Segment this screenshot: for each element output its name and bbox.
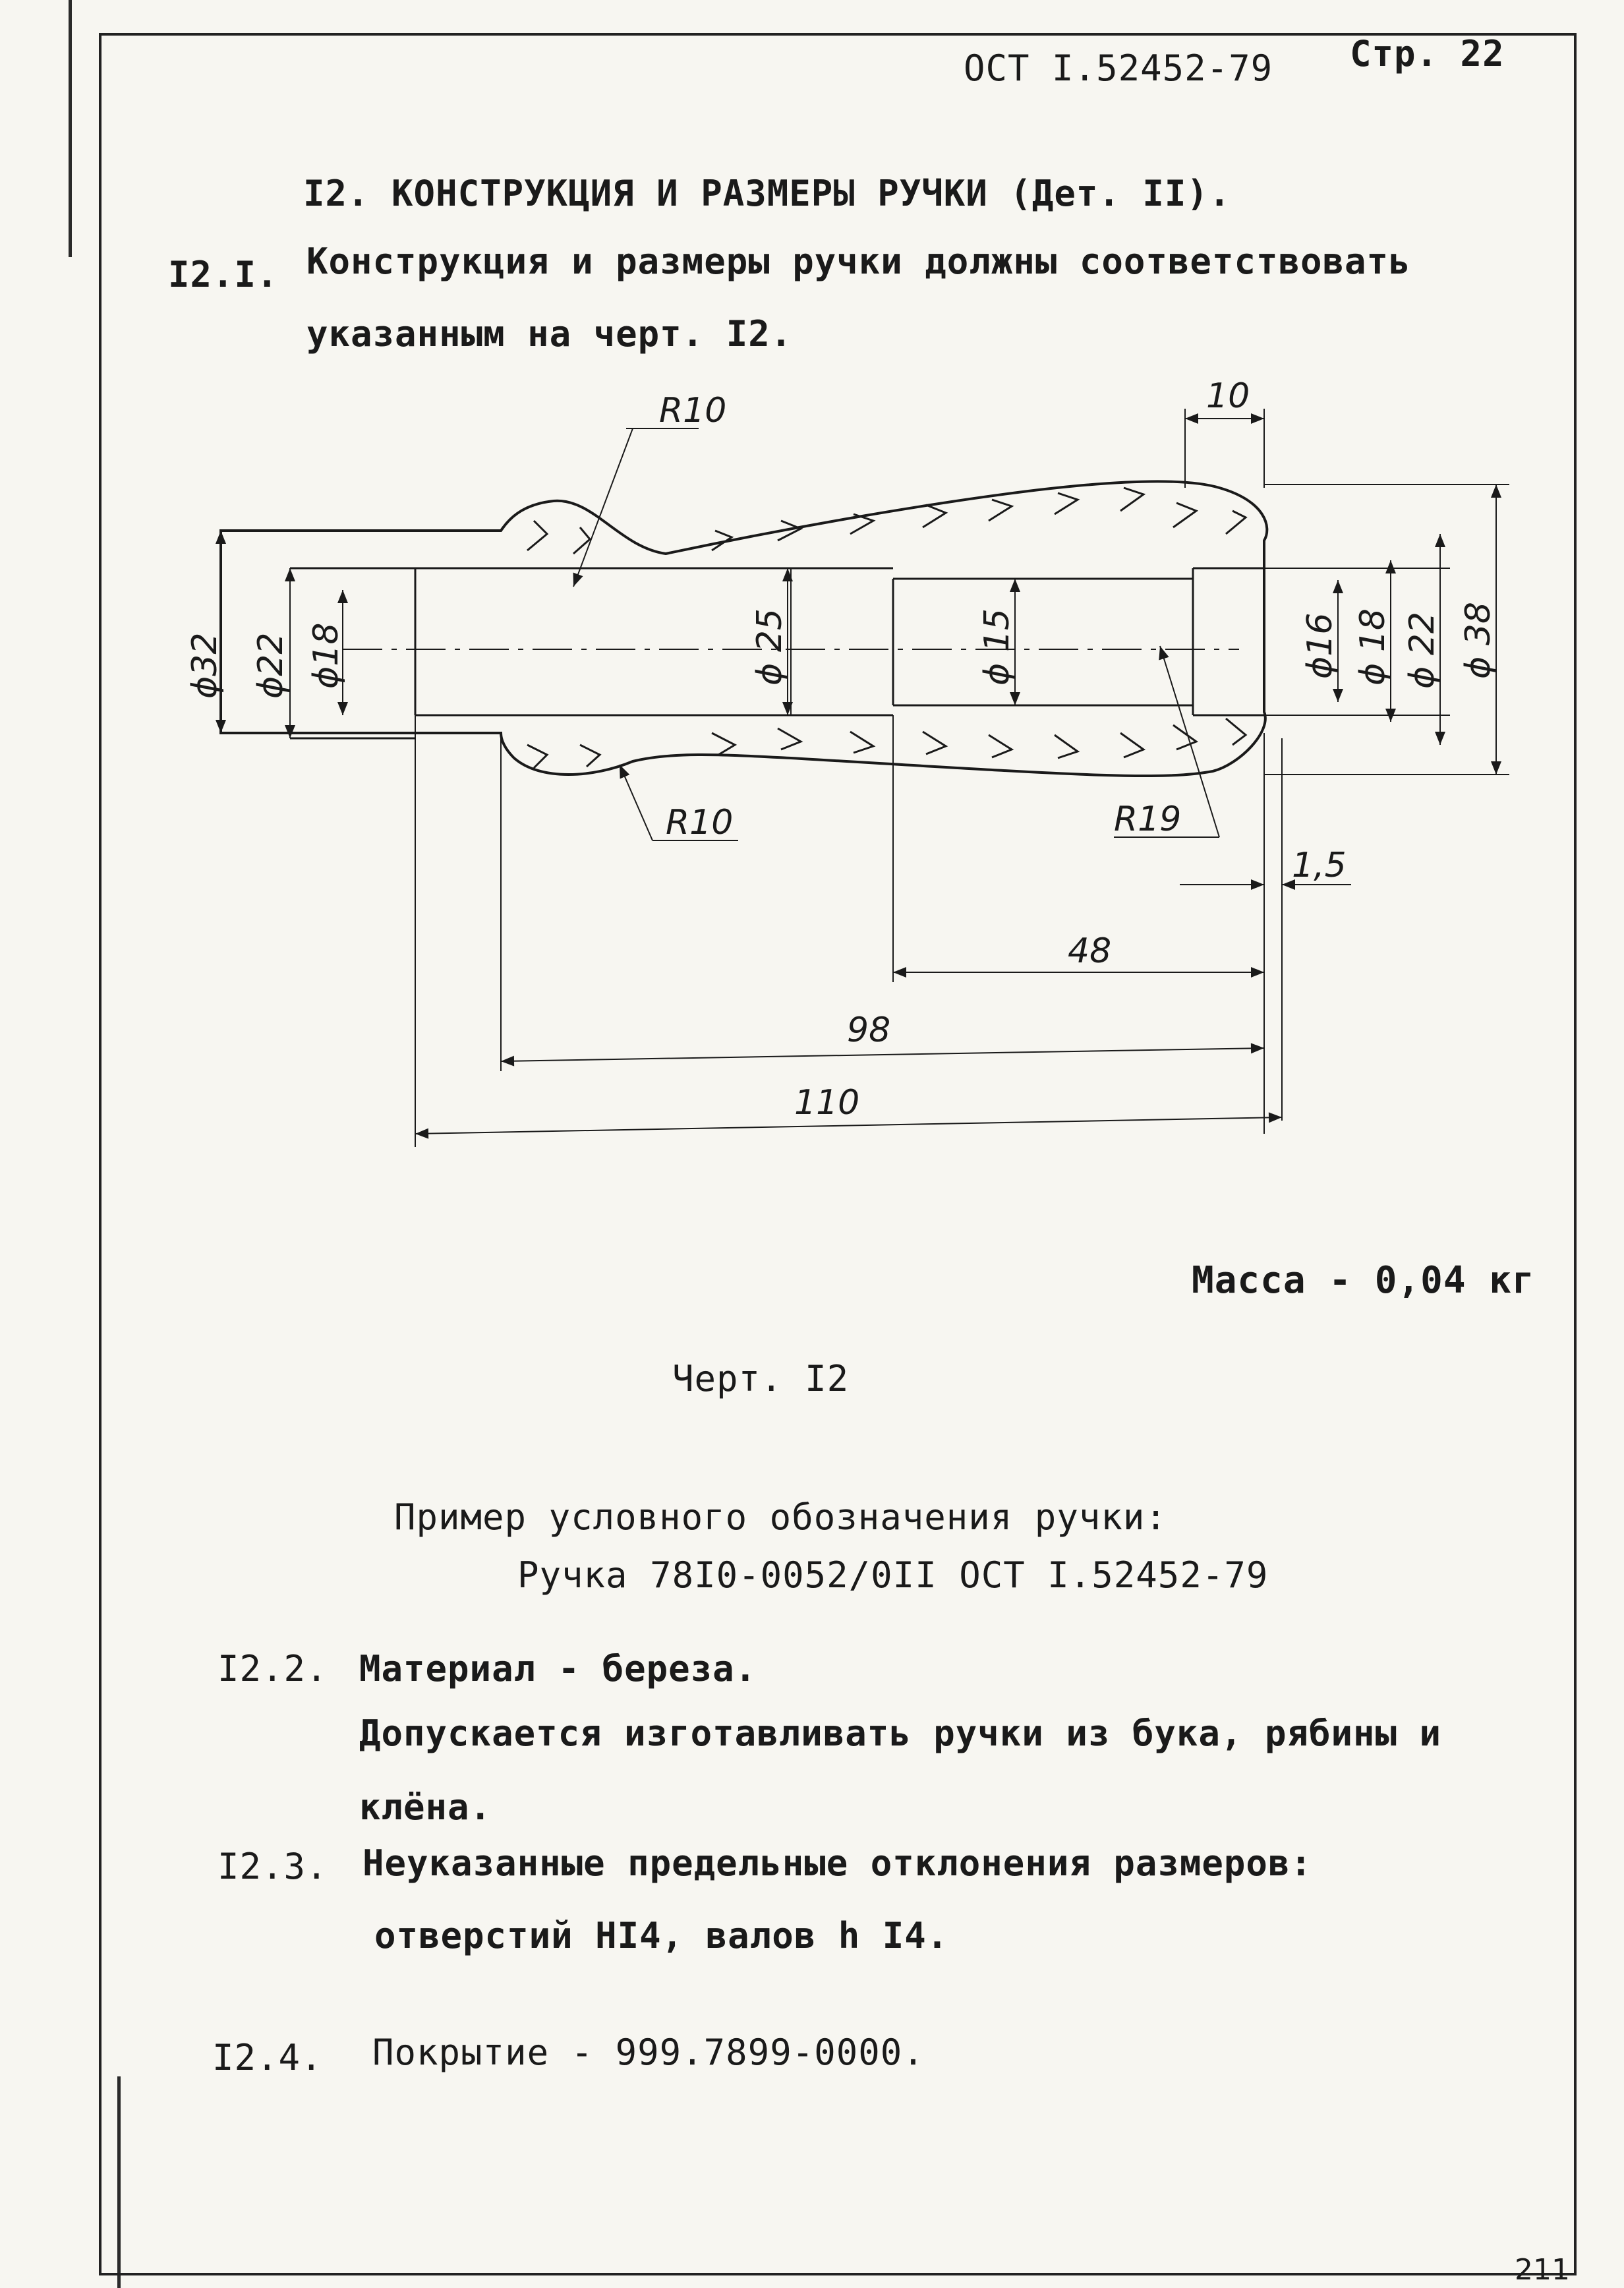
page-number: Стр. 22 [1350, 33, 1505, 74]
paragraph-text-line: Конструкция и размеры ручки должны соответствовать [306, 241, 1411, 282]
handle-outline [221, 481, 1267, 776]
dim-d22-left: ϕ22 [251, 632, 291, 699]
item-text: Допускается изготавливать ручки из бука, рябины и [359, 1713, 1442, 1754]
item-number: I2.4. [212, 2037, 323, 2078]
example-designation: Ручка 78I0-0052/0II ОСТ I.52452-79 [517, 1554, 1269, 1596]
dim-r19: R19 [1114, 800, 1182, 839]
item-number: I2.3. [218, 1846, 328, 1887]
dim-d18-left: ϕ18 [306, 622, 346, 689]
dim-d22-right: ϕ 22 [1403, 612, 1442, 689]
sheet-number: 211 [1515, 2253, 1570, 2287]
item-number: I2.2. [218, 1648, 328, 1689]
figure-caption: Черт. I2 [672, 1358, 850, 1399]
paragraph-text-line: указанным на черт. I2. [306, 313, 793, 355]
dim-width-10: 10 [1206, 376, 1250, 416]
dim-length-1-5: 1,5 [1292, 846, 1347, 885]
mass-note: Масса - 0,04 кг [1192, 1259, 1535, 1302]
section-title: I2. КОНСТРУКЦИЯ И РАЗМЕРЫ РУЧКИ (Дет. II). [303, 173, 1231, 214]
wood-hatching [527, 488, 1246, 768]
dim-length-110: 110 [794, 1083, 860, 1123]
standard-code: ОСТ I.52452-79 [964, 47, 1273, 89]
dim-d15: ϕ 15 [977, 608, 1017, 686]
item-text: отверстий HI4, валов h I4. [374, 1915, 949, 1956]
dim-r10-top: R10 [659, 391, 727, 430]
item-text: клёна. [359, 1786, 492, 1828]
item-text: Материал - береза. [359, 1648, 757, 1689]
dim-d38: ϕ 38 [1459, 602, 1498, 679]
dim-d16: ϕ16 [1300, 612, 1340, 679]
dim-d18-right: ϕ 18 [1353, 608, 1393, 686]
dim-length-98: 98 [847, 1011, 891, 1050]
dim-r10-bottom: R10 [666, 803, 734, 842]
paragraph-number: I2.I. [168, 254, 279, 295]
dim-d25: ϕ 25 [750, 608, 790, 686]
item-text: Неуказанные предельные отклонения размеров: [362, 1842, 1312, 1884]
dim-length-48: 48 [1068, 931, 1112, 971]
dim-d32: ϕ32 [185, 632, 225, 699]
item-text: Покрытие - 999.7899-0000. [372, 2032, 925, 2073]
example-title: Пример условного обозначения ручки: [394, 1496, 1167, 1538]
